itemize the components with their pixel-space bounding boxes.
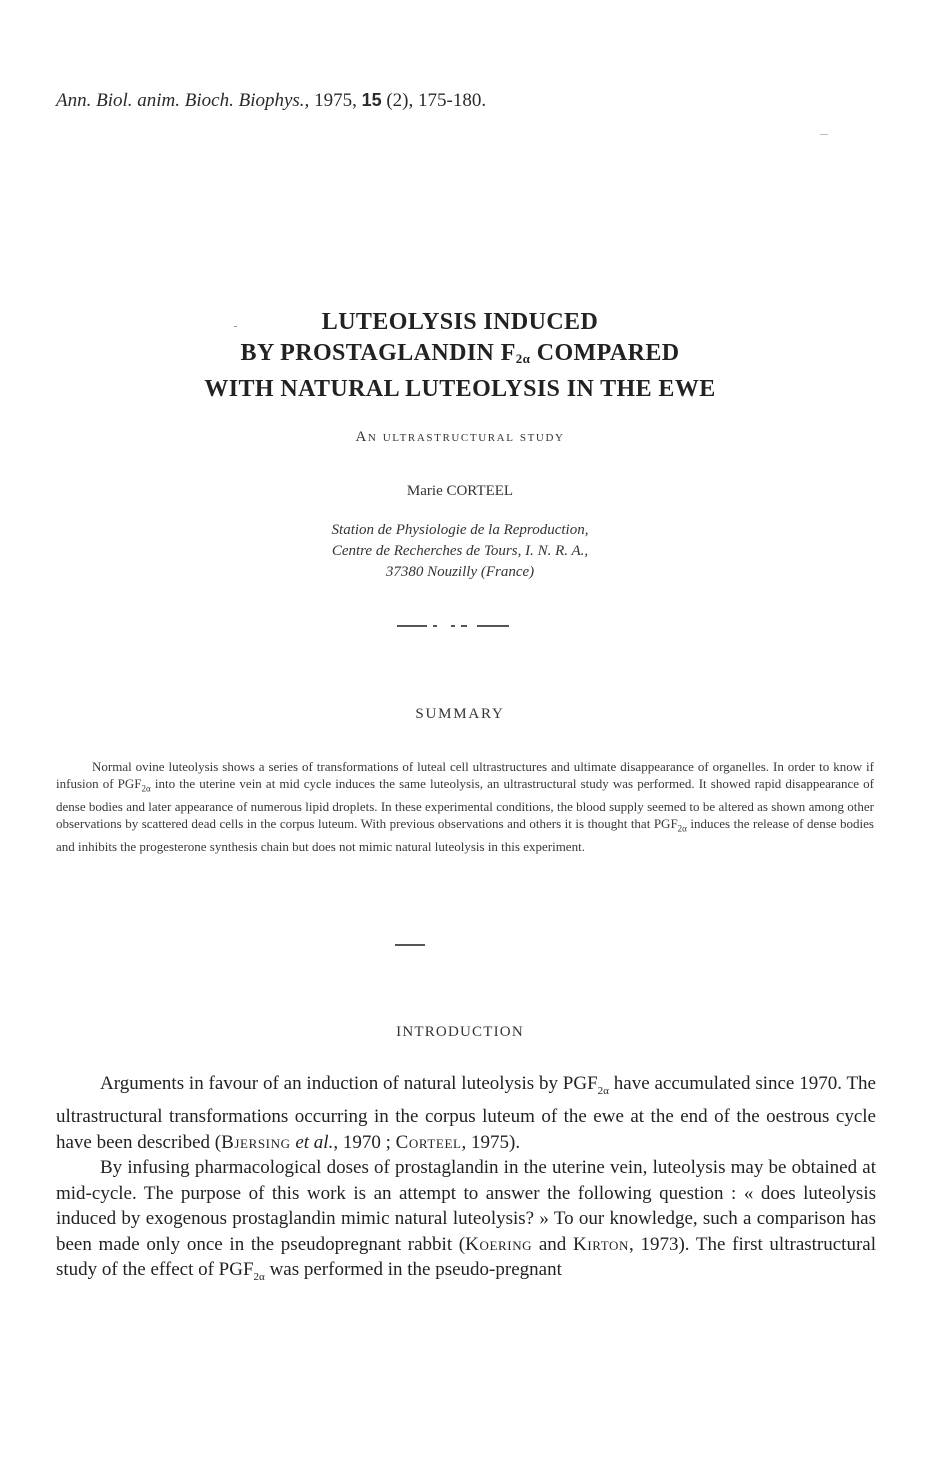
reference-author: Kirton: [573, 1233, 630, 1255]
title-line-1: LUTEOLYSIS INDUCED: [321, 309, 599, 335]
reference-author: Koering: [465, 1233, 533, 1255]
introduction-paragraph-1: Arguments in favour of an induction of natural luteolysis by $PGF_{2\alpha}$ have accumulated since 1970. The ultrastructural transformations occurring in the corpus luteum of the ewe at the end of the oestrous cycle have been described (Bjersing et al., 1970 ; Corteel, 1975).: [56, 1073, 876, 1153]
title-line-2: BY PROSTAGLANDIN $F_{2\alpha}$ COMPARED: [240, 339, 680, 366]
journal-name: Ann. Biol. anim. Bioch. Biophys.,: [56, 90, 310, 111]
journal-volume: 15: [361, 90, 382, 110]
introduction-paragraph-2: By infusing pharmacological doses of prostaglandin in the uterine vein, luteolysis may be obtained at mid-cycle. The purpose of this work is an attempt to answer the following question : « does luteolysis induced by exogenous prostaglandin mimic natural luteolysis? » To our knowledge, such a comparison has been made only once in the pseudopregnant rabbit (Koering and Kirton, 1973). The first ultrastructural study of the effect of $PGF_{2\alpha}$ was performed in the pseudo-pregnant: [56, 1157, 877, 1284]
reference-author: Corteel: [395, 1131, 462, 1153]
author-name: Marie CORTEEL: [406, 483, 514, 499]
introduction-body: [56, 1071, 876, 1291]
reference-author: Bjersing: [221, 1131, 291, 1153]
journal-year: 1975,: [314, 90, 357, 111]
reference-etal: et al.: [295, 1131, 334, 1153]
author-affiliation: [60, 520, 860, 583]
introduction-heading: INTRODUCTION: [396, 1024, 524, 1040]
title-line-3: WITH NATURAL LUTEOLYSIS IN THE EWE: [204, 376, 716, 402]
ornament-divider: [397, 624, 509, 628]
summary-text: Normal ovine luteolysis shows a series of transformations of luteal cell ultrastructures and ultimate disappearance of organelles. In order to know if infusion of $PGF_{2\alpha}$ into the uterine vein at mid cycle induces the same luteolysis, an ultrastructural study was performed. It showed rapid disappearance of dense bodies and later appearance of numerous lipid droplets. In these experimental conditions, the blood supply seemed to be altered as shown among other observations by scattered dead cells in the corpus luteum. With previous observations and others it is thought that $PGF_{2\alpha}$ induces the release of dense bodies and inhibits the progesterone synthesis chain but does not mimic natural luteolysis in this experiment.: [56, 759, 874, 854]
journal-citation: [56, 90, 486, 112]
article-subtitle: An ultrastructural study: [355, 429, 565, 445]
article-title: [60, 307, 860, 405]
affiliation-line-1: Station de Physiologie de la Reproduction,: [331, 522, 589, 538]
affiliation-line-2: Centre de Recherches de Tours, I. N. R. A.,: [331, 543, 589, 559]
scan-mark: [820, 134, 828, 135]
summary-heading: SUMMARY: [415, 706, 505, 722]
section-divider: [395, 944, 425, 946]
affiliation-line-3: 37380 Nouzilly (France): [385, 564, 535, 580]
journal-issue-pages: (2), 175-180.: [386, 90, 487, 111]
